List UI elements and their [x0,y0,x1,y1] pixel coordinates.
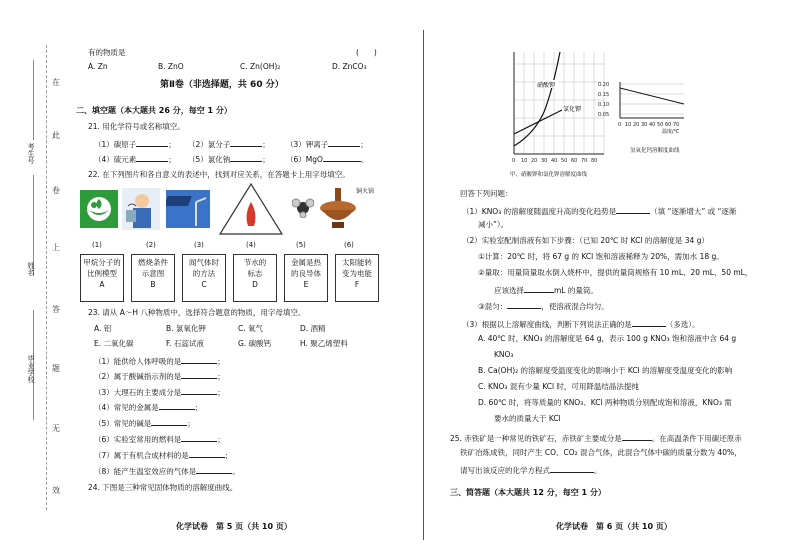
q21-item: （5）氯化钠 ； [188,155,270,164]
svg-text:0: 0 [512,158,516,164]
svg-text:0.15: 0.15 [598,92,610,98]
r-q2-2b: 应该选择 mL 的量筒。 [494,286,598,295]
q23-opt: H. 聚乙烯塑料 [300,339,348,348]
r-q3-a2: KNO₃ [494,350,514,359]
caoh2-curve [620,88,684,104]
kcl-label: 氯化钾 [563,106,582,113]
answer-paren: ( ) [356,48,377,57]
page-divider [423,30,424,540]
r-q2: （2）实验室配制溶液有如下步骤：（已知 20℃ 时 KCl 的溶解度是 34 g） [462,236,709,245]
smelling-gas-image [122,188,160,230]
svg-text:40: 40 [551,158,558,164]
svg-text:60: 60 [665,122,672,128]
r-q3-d: D. 60℃ 时，将等质量的 KNO₃、KCl 两种物质分别配成饱和溶液，KNO₃ 需 [478,398,732,407]
svg-text:40: 40 [649,122,656,128]
q22-box-e: 金属是热 的良导体 E [284,254,328,302]
xingming-label: 姓名 [27,262,35,276]
r-q3-a: A. 40℃ 时，KNO₃ 的溶解度是 64 g，表示 100 g KNO₃ 饱和溶液中含 64 g [478,334,737,343]
option-d: D. ZnCO₃ [332,62,367,71]
q23-item: （5）常见的碱是 ； [94,419,195,428]
chart2-title: 氢氧化钙溶解度曲线 [630,148,680,154]
q22-box-d: 节水的 标志 D [233,254,277,302]
seal-char: 上 [52,243,60,252]
r-q3-b: B. Ca(OH)₂ 的溶解度受温度变化的影响小于 KCl 的溶解度受温度变化的影响 [478,366,733,375]
cont-question-text: 有的物质是 [88,48,126,57]
q22-box-c: 闻气体时 的方法 C [182,254,226,302]
svg-text:0: 0 [618,122,622,128]
svg-text:70: 70 [581,158,588,164]
svg-text:30: 30 [641,122,648,128]
q21-stem: 21. 用化学符号或名称填空。 [88,122,185,131]
q21-item: （6）MgO 。 [286,155,369,164]
binding-line [46,45,47,510]
kno3-label: 硝酸钾 [537,82,556,89]
r-q3-d2: 要水的质量大于 KCl [494,414,561,423]
left-footer: 化学试卷 第 5 页（共 10 页） [176,522,292,531]
q25-line3: 请写出该反应的化学方程式 。 [460,466,602,475]
r-q2-1: ①计算：20℃ 时，将 67 g 的 KCl 饱和溶液稀释为 20%，需加水 18 g。 [478,252,724,261]
q22-label: (2) [146,241,156,249]
q22-box-a: 甲烷分子的 比例模型 A [80,254,124,302]
svg-text:温度/℃: 温度/℃ [662,129,680,134]
svg-text:30: 30 [541,158,548,164]
svg-text:60: 60 [571,158,578,164]
q21-item: （1）碳原子 ； [94,140,176,149]
svg-text:20: 20 [633,122,640,128]
q23-opt: C. 氧气 [238,324,264,333]
kno3-curve [514,52,560,146]
q22-caption: 铜火锅 [356,188,375,195]
seal-char: 题 [52,364,60,373]
q23-item: （8）能产生温室效应的气体是 。 [94,467,240,476]
q22-label: (3) [194,241,204,249]
svg-text:0.05: 0.05 [598,112,610,118]
part2-title: 第Ⅱ卷（非选择题，共 60 分） [160,80,284,90]
option-c: C. Zn(OH)₂ [240,62,281,71]
answer-intro: 回答下列问题： [460,189,513,198]
q22-label: (5) [296,241,306,249]
q24-stem: 24. 下图是三种常见固体物质的溶解度曲线。 [88,483,238,492]
q21-item: （4）硫元素 ； [94,155,176,164]
q23-item: （3）大理石的主要成分是 ； [94,388,225,397]
q23-opt: G. 碳酸钙 [238,339,272,348]
q23-opt: F. 石蕊试液 [166,339,204,348]
copper-hotpot-image [318,186,358,230]
section2-title: 二、填空题（本大题共 26 分，每空 1 分） [76,106,232,115]
water-saving-logo-image [80,190,118,228]
q23-item: （6）实验室常用的燃料是 ； [94,435,225,444]
q23-item: （2）属于酸碱指示剂的是 ； [94,372,225,381]
fire-triangle-image [218,182,284,236]
q23-item: （1）能供给人体呼吸的是 ； [94,357,225,366]
q22-box-b: 燃烧条件 示意图 B [131,254,175,302]
svg-text:50: 50 [657,122,664,128]
option-a: A. Zn [88,62,108,71]
svg-text:20: 20 [531,158,538,164]
q23-item: （4）常见的金属是 ； [94,403,203,412]
svg-text:10: 10 [521,158,528,164]
option-b: B. ZnO [158,62,184,71]
solar-panel-image [166,190,210,228]
r-q2-2: ②量取：用量筒量取水倒入烧杯中，提供的量筒规格有 10 mL、20 mL、50 mL， [478,268,753,277]
svg-text:70: 70 [673,122,680,128]
kaohao-line [33,60,34,140]
seal-char: 在 [52,78,60,87]
svg-text:0.20: 0.20 [598,82,610,88]
q21-item: （2）氯分子 ； [188,140,270,149]
q25-line2: 铁矿冶炼成铁，同时产生 CO、CO₂ 混合气体，此混合气体中碳的质量分数为 40%， [460,448,742,457]
q23-opt: A. 铝 [94,324,112,333]
q22-label: (4) [246,241,256,249]
svg-text:80: 80 [591,158,598,164]
q23-opt: E. 二氧化碳 [94,339,134,348]
kcl-curve [514,110,562,134]
seal-char: 答 [52,305,60,314]
q23-opt: D. 酒精 [300,324,326,333]
svg-text:0.10: 0.10 [598,102,610,108]
q23-item: （7）属于有机合成材料的是 ； [94,451,233,460]
r-q3: （3）根据以上溶解度曲线，判断下列说法正确的是 （多选）。 [462,320,700,329]
methane-model-image [292,198,314,218]
caoh2-solubility-chart [592,78,692,134]
chart1-title: 甲、硝酸钾和氯化钾溶解度曲线 [510,172,588,178]
q22-stem: 22. 在下列图片和各自意义的表述中，找到对应关系，在答题卡上用字母填空。 [88,170,350,179]
svg-text:10: 10 [625,122,632,128]
kaohao-label: 考生号 [27,143,35,164]
svg-text:50: 50 [561,158,568,164]
chart1-xticks [512,158,597,164]
r-q3-c: C. KNO₃ 混有少量 KCl 时，可用降温结晶法提纯 [478,382,639,391]
q22-box-f: 太阳能转 变为电能 F [335,254,379,302]
q22-label: (6) [344,241,354,249]
q22-label: (1) [92,241,102,249]
r-q1-cont: 减小”）。 [478,220,509,229]
r-q1: （1）KNO₃ 的溶解度随温度升高的变化趋势是 （填 “逐渐增大” 或 “逐渐 [462,207,737,216]
q23-stem: 23. 请从 A～H 八种物质中，选择符合题意的物质，用字母填空。 [88,308,306,317]
q23-opt: B. 氯氧化钾 [166,324,206,333]
seal-char: 此 [52,131,60,140]
q25-line1: 25. 赤铁矿是一种常见的铁矿石，赤铁矿主要成分是 。在高温条件下用碳还原赤 [450,434,742,443]
q21-item: （3）钾离子 ； [286,140,368,149]
section3-title: 三、简答题（本大题共 12 分，每空 1 分） [450,488,606,497]
seal-char: 卷 [52,186,60,195]
school-label: 毕业学校 [27,355,35,383]
right-footer: 化学试卷 第 6 页（共 10 页） [556,522,672,531]
r-q2-3: ③混匀： ，使溶液混合均匀。 [478,302,609,311]
svg-text:火: 火 [246,214,256,225]
xingming-line [33,175,34,275]
seal-char: 无 [52,424,60,433]
seal-char: 效 [52,486,60,495]
